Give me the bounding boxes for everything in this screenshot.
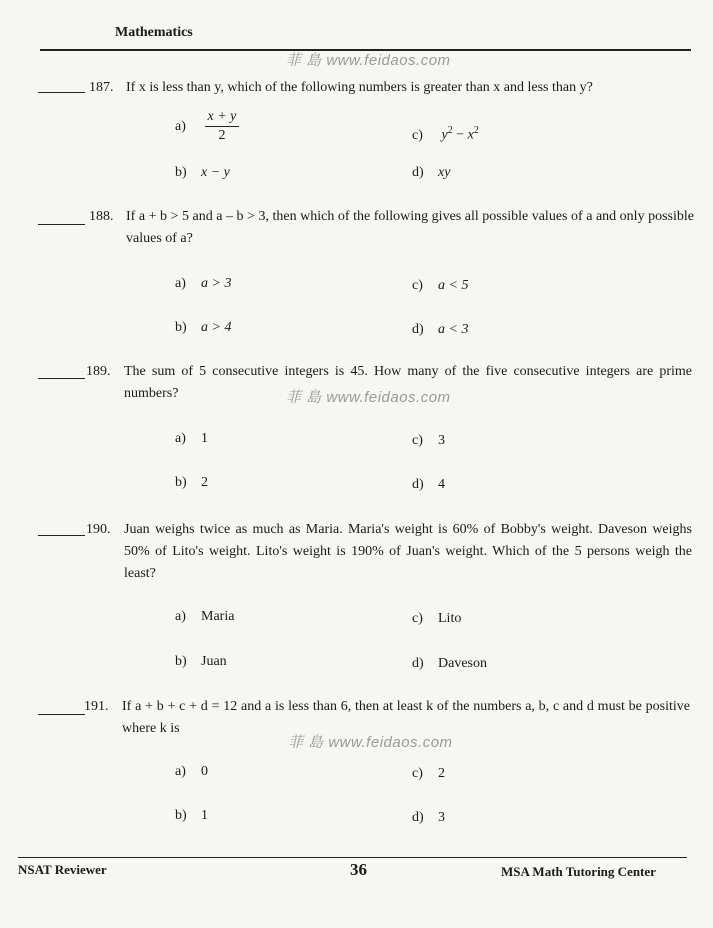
option-b bbox=[175, 318, 231, 338]
option-label: d) bbox=[412, 165, 424, 180]
option-value: Juan bbox=[201, 654, 227, 669]
fraction-denominator: 2 bbox=[218, 128, 226, 143]
question-text: If a + b > 5 and a – b > 3, then which of the following gives all possible values of a and only possible values of a? bbox=[126, 209, 694, 246]
option-label: a) bbox=[175, 118, 186, 134]
option-d bbox=[412, 475, 445, 495]
expr-base: y bbox=[441, 127, 448, 143]
footer-divider bbox=[18, 857, 687, 858]
option-label: a) bbox=[175, 431, 186, 446]
option-value: Daveson bbox=[438, 656, 487, 671]
option-b bbox=[175, 163, 230, 183]
option-value: 3 bbox=[438, 810, 445, 825]
page-subject-header: Mathematics bbox=[115, 25, 193, 40]
question-text: If a + b + c + d = 12 and a is less than 6, then at least k of the numbers a, b, c and d must be positive where k is bbox=[122, 699, 690, 736]
question-number: 190. bbox=[86, 522, 111, 537]
expr-exponent: 2 bbox=[447, 125, 453, 136]
option-value: 3 bbox=[438, 433, 445, 448]
option-b bbox=[175, 652, 227, 672]
option-a bbox=[175, 762, 208, 782]
option-c bbox=[412, 276, 468, 296]
fraction-numerator: x + y bbox=[205, 108, 240, 127]
question-number: 189. bbox=[86, 364, 111, 379]
option-a bbox=[175, 108, 239, 145]
option-label: c) bbox=[412, 611, 423, 626]
option-label: d) bbox=[412, 656, 424, 671]
option-label: b) bbox=[175, 475, 187, 490]
answer-blank[interactable] bbox=[38, 698, 85, 715]
option-d bbox=[412, 654, 487, 674]
option-label: c) bbox=[412, 433, 423, 448]
option-label: b) bbox=[175, 654, 187, 669]
option-label: d) bbox=[412, 810, 424, 825]
question-text: Juan weighs twice as much as Maria. Maria's weight is 60% of Bobby's weight. Daveson weighs 50% of Lito's weight. Lito's weight is 190% of Juan's weight. Which of the 5 persons weigh the least? bbox=[124, 522, 692, 581]
option-d bbox=[412, 163, 450, 183]
option-d bbox=[412, 320, 468, 340]
option-value: x − y bbox=[201, 165, 230, 180]
question-text: If x is less than y, which of the following numbers is greater than x and less than y? bbox=[126, 80, 593, 95]
option-label: b) bbox=[175, 165, 187, 180]
option-label: c) bbox=[412, 278, 423, 293]
option-value: a < 3 bbox=[438, 322, 469, 337]
answer-blank[interactable] bbox=[38, 208, 85, 225]
watermark: 菲 島 www.feidaos.com bbox=[286, 389, 451, 406]
option-value: a < 5 bbox=[438, 278, 469, 293]
option-label: d) bbox=[412, 477, 424, 492]
option-c bbox=[412, 764, 445, 784]
expr-operator: − bbox=[452, 127, 468, 143]
footer-book-title: NSAT Reviewer bbox=[18, 862, 107, 877]
option-label: a) bbox=[175, 609, 186, 624]
option-value: Maria bbox=[201, 609, 235, 624]
option-label: c) bbox=[412, 766, 423, 781]
option-label: c) bbox=[412, 127, 423, 143]
option-value: 4 bbox=[438, 477, 445, 492]
option-label: d) bbox=[412, 322, 424, 337]
question-number: 187. bbox=[89, 80, 114, 95]
page-number: 36 bbox=[350, 860, 367, 879]
option-value: a > 4 bbox=[201, 320, 232, 335]
option-d bbox=[412, 808, 445, 828]
option-value: Lito bbox=[438, 611, 462, 626]
option-label: a) bbox=[175, 276, 186, 291]
question-text: The sum of 5 consecutive integers is 45. How many of the five consecutive integers are prime numbers? bbox=[124, 364, 692, 401]
answer-blank[interactable] bbox=[38, 76, 85, 93]
option-b bbox=[175, 806, 208, 826]
fraction bbox=[205, 108, 240, 145]
expr-base: x bbox=[467, 127, 474, 143]
option-a bbox=[175, 607, 234, 627]
watermark: 菲 島 www.feidaos.com bbox=[288, 734, 453, 751]
option-value: 2 bbox=[201, 475, 208, 490]
answer-blank[interactable] bbox=[38, 519, 85, 536]
question-number: 191. bbox=[84, 699, 109, 714]
option-label: a) bbox=[175, 764, 186, 779]
question-number: 188. bbox=[89, 209, 114, 224]
option-value: 0 bbox=[201, 764, 208, 779]
option-value: a > 3 bbox=[201, 276, 232, 291]
option-value: 2 bbox=[438, 766, 445, 781]
option-value: xy bbox=[438, 165, 451, 180]
watermark: 菲 島 www.feidaos.com bbox=[286, 52, 451, 69]
option-c bbox=[412, 609, 461, 629]
option-c bbox=[412, 431, 445, 451]
footer-publisher: MSA Math Tutoring Center bbox=[501, 864, 656, 879]
expr-exponent: 2 bbox=[473, 125, 479, 136]
option-a bbox=[175, 274, 231, 294]
option-value: 1 bbox=[201, 431, 208, 446]
option-c bbox=[412, 121, 479, 146]
option-b bbox=[175, 473, 208, 493]
option-label: b) bbox=[175, 320, 187, 335]
option-value: 1 bbox=[201, 808, 208, 823]
option-label: b) bbox=[175, 808, 187, 823]
answer-blank[interactable] bbox=[38, 362, 85, 379]
option-a bbox=[175, 429, 208, 449]
